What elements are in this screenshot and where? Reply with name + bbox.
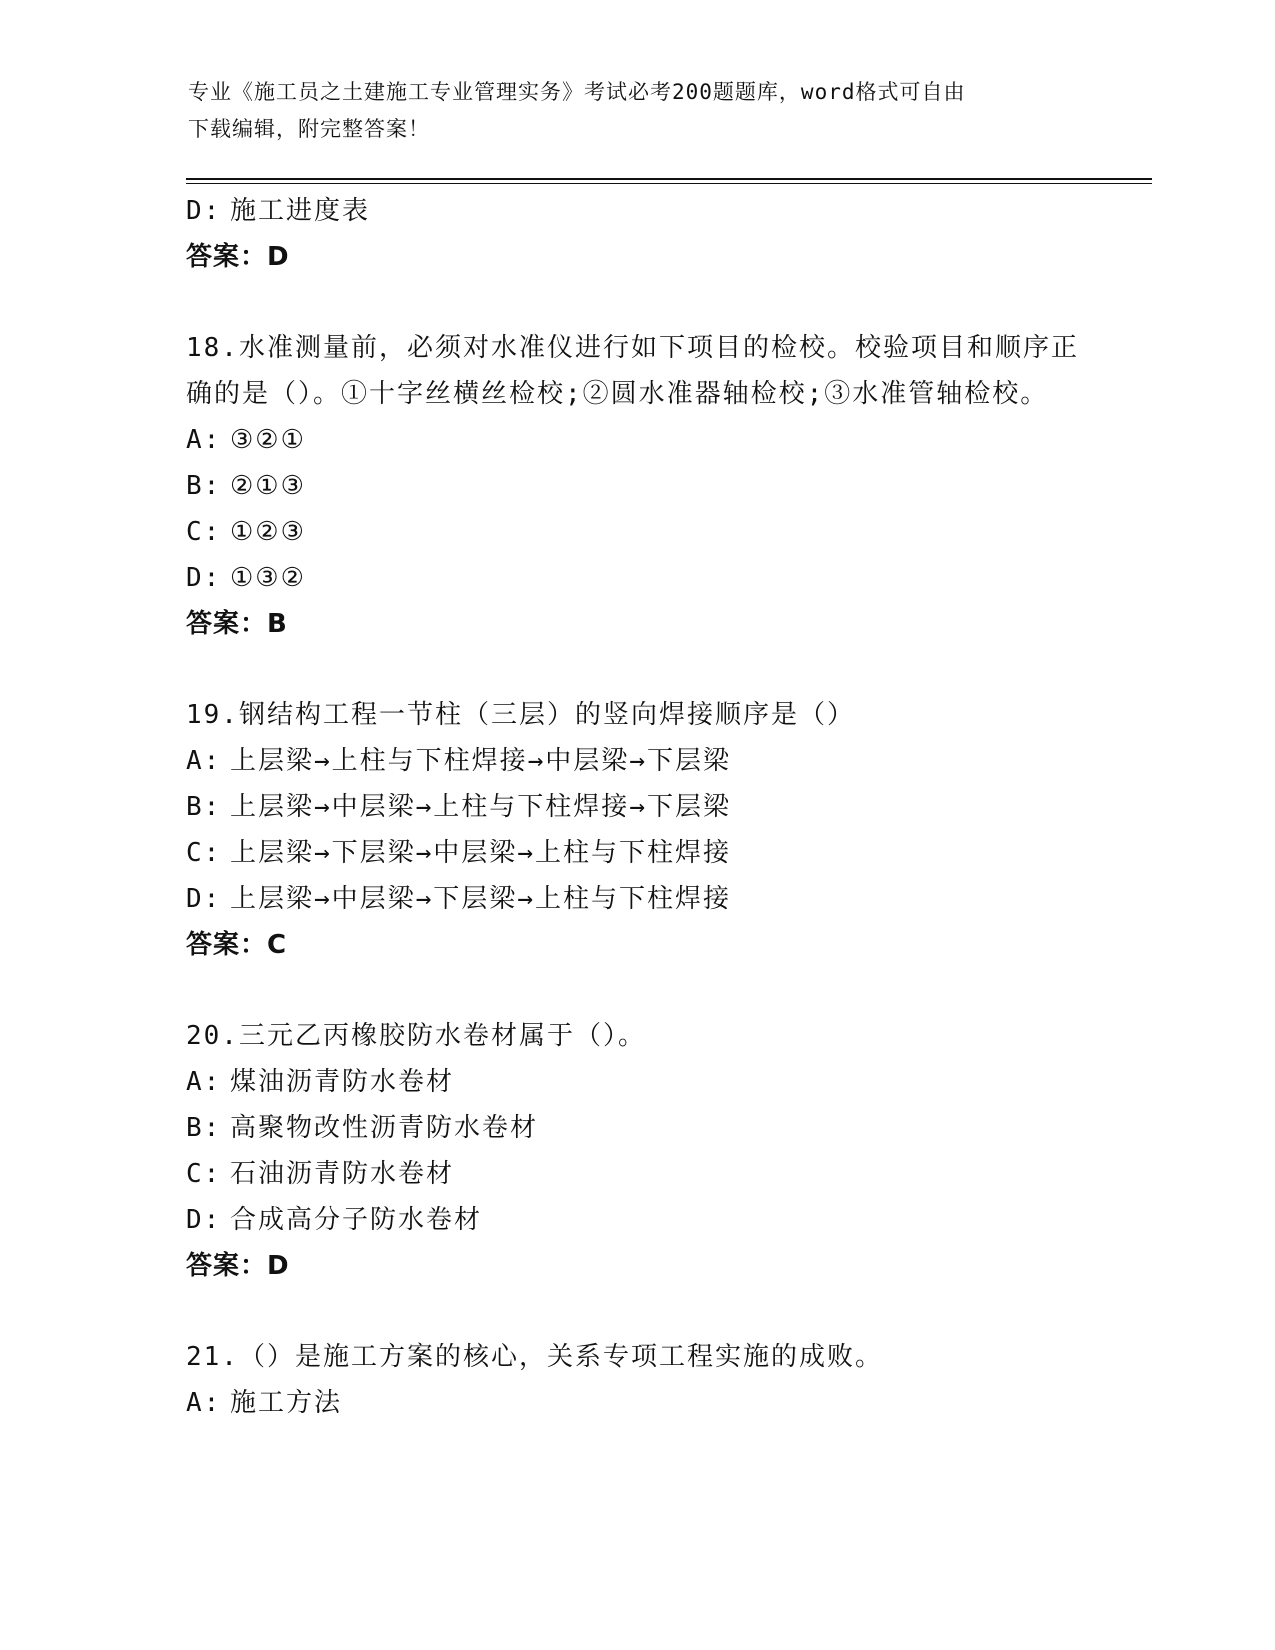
- question-18: [186, 325, 1086, 647]
- option-text: 石油沥青防水卷材: [230, 1159, 455, 1189]
- option-b: [186, 1105, 1086, 1151]
- option-d: [186, 555, 1086, 601]
- document-header: [188, 74, 1088, 148]
- option-text: 上层梁→下层梁→中层梁→上柱与下柱焊接: [230, 838, 731, 868]
- header-divider-thin: [186, 183, 1152, 184]
- option-letter: B:: [186, 471, 222, 501]
- option-d: [186, 876, 1086, 922]
- question-spacer: [186, 647, 1086, 692]
- option-letter: D:: [186, 196, 222, 226]
- question-spacer: [186, 1289, 1086, 1334]
- option-text: 上层梁→中层梁→上柱与下柱焊接→下层梁: [230, 792, 731, 822]
- option-b: [186, 463, 1086, 509]
- question-stem: 18.水准测量前，必须对水准仪进行如下项目的检校。校验项目和顺序正确的是（）。①十字丝横丝检校;②圆水准器轴检校;③水准管轴检校。: [186, 333, 1079, 409]
- option-letter: A:: [186, 1067, 222, 1097]
- option-letter: B:: [186, 1113, 222, 1143]
- answer-line: 答案：D: [186, 242, 290, 272]
- answer-line: 答案：D: [186, 1251, 290, 1281]
- option-b: [186, 784, 1086, 830]
- option-a: [186, 1380, 1086, 1426]
- option-letter: D:: [186, 563, 222, 593]
- option-text: 上层梁→中层梁→下层梁→上柱与下柱焊接: [230, 884, 731, 914]
- option-c: [186, 509, 1086, 555]
- option-letter: D:: [186, 1205, 222, 1235]
- option-c: [186, 830, 1086, 876]
- answer-line: 答案：B: [186, 609, 288, 639]
- option-text: ②①③: [230, 471, 306, 501]
- option-a: [186, 1059, 1086, 1105]
- option-a: [186, 738, 1086, 784]
- option-d: [186, 1197, 1086, 1243]
- option-letter: A:: [186, 1388, 222, 1418]
- option-text: ①②③: [230, 517, 306, 547]
- option-letter: A:: [186, 425, 222, 455]
- option-a: [186, 417, 1086, 463]
- header-divider-thick: [186, 178, 1152, 180]
- question-stem: 20.三元乙丙橡胶防水卷材属于（）。: [186, 1021, 646, 1051]
- option-text: 施工方法: [230, 1388, 343, 1418]
- option-letter: B:: [186, 792, 222, 822]
- option-letter: C:: [186, 1159, 222, 1189]
- option-text: 合成高分子防水卷材: [230, 1205, 483, 1235]
- option-text: 施工进度表: [230, 196, 371, 226]
- question-19: [186, 692, 1086, 968]
- question-list: [186, 188, 1086, 1426]
- question-17-tail: [186, 188, 1086, 280]
- option-letter: C:: [186, 517, 222, 547]
- option-d: [186, 188, 1086, 234]
- option-text: 煤油沥青防水卷材: [230, 1067, 455, 1097]
- answer-line: 答案：C: [186, 930, 288, 960]
- question-20: [186, 1013, 1086, 1289]
- question-spacer: [186, 280, 1086, 325]
- option-text: 上层梁→上柱与下柱焊接→中层梁→下层梁: [230, 746, 731, 776]
- question-21: [186, 1334, 1086, 1426]
- question-spacer: [186, 968, 1086, 1013]
- option-text: ③②①: [230, 425, 306, 455]
- header-title-line-1: 专业《施工员之土建施工专业管理实务》考试必考200题题库，word格式可自由: [188, 80, 966, 104]
- question-stem: 21.（）是施工方案的核心，关系专项工程实施的成败。: [186, 1342, 883, 1372]
- option-text: ①③②: [230, 563, 306, 593]
- option-letter: C:: [186, 838, 222, 868]
- option-letter: A:: [186, 746, 222, 776]
- header-title-line-2: 下载编辑，附完整答案！: [188, 117, 430, 141]
- option-text: 高聚物改性沥青防水卷材: [230, 1113, 539, 1143]
- option-letter: D:: [186, 884, 222, 914]
- option-c: [186, 1151, 1086, 1197]
- question-stem: 19.钢结构工程一节柱（三层）的竖向焊接顺序是（）: [186, 700, 855, 730]
